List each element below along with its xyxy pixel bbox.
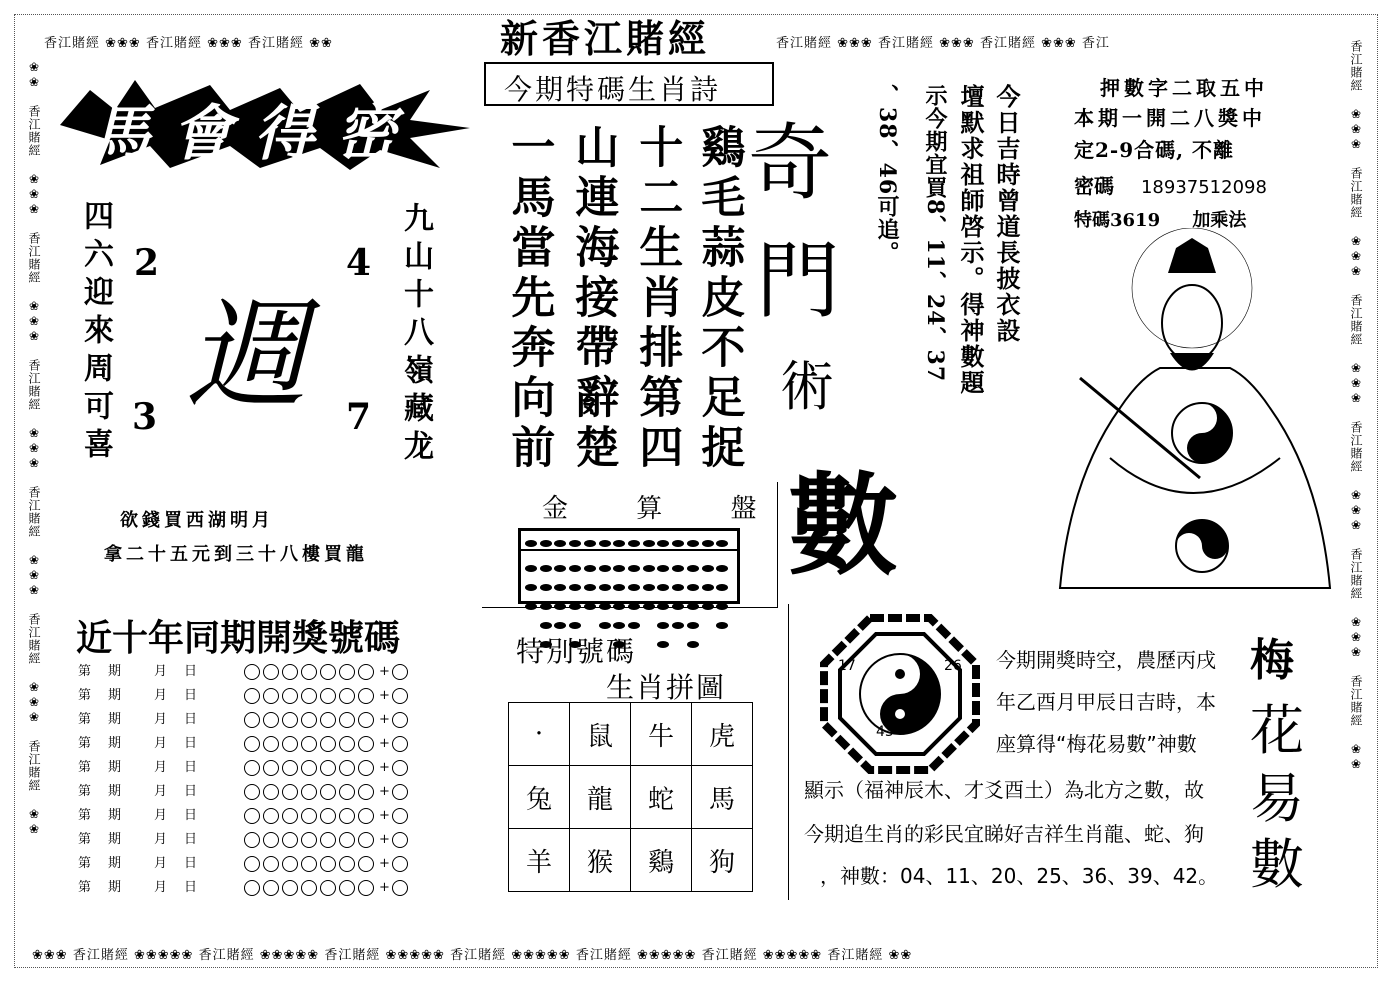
row-label-month: 月 (154, 832, 168, 847)
number-circle (320, 856, 336, 872)
abacus-bead (540, 603, 552, 610)
abacus-bead (672, 622, 684, 629)
row-label-day: 日 (184, 784, 198, 799)
row-label-di: 第 (78, 736, 92, 751)
row-label-month: 月 (154, 880, 168, 895)
abacus-rod (554, 533, 566, 603)
special-number-circle (392, 880, 408, 896)
plus-sign: + (379, 808, 390, 823)
abacus-bead (716, 584, 728, 591)
number-2: 2 (134, 242, 160, 284)
abacus-bead (687, 584, 699, 591)
abacus-rod (628, 533, 640, 603)
number-3: 3 (132, 396, 158, 438)
row-label-day: 日 (184, 688, 198, 703)
poem-column-1: 鷄毛蒜皮不足捉 (693, 124, 745, 474)
row-label-qi: 期 (108, 880, 122, 895)
number-circle (358, 712, 374, 728)
row-label-month: 月 (154, 760, 168, 775)
number-circle (244, 664, 260, 680)
abacus-bead (584, 565, 596, 572)
row-label-day: 日 (184, 760, 198, 775)
abacus-rod (584, 533, 596, 603)
row-label-day: 日 (184, 664, 198, 679)
number-circle (339, 760, 355, 776)
plus-sign: + (379, 856, 390, 871)
number-circle (339, 712, 355, 728)
special-subtitle: 生肖拼圖 (606, 671, 727, 704)
abacus-bead (569, 540, 581, 547)
row-label-day: 日 (184, 808, 198, 823)
plus-sign: + (379, 784, 390, 799)
abacus-bead (657, 603, 669, 610)
poem-column-2: 十二生肖排第四 (631, 124, 683, 474)
abacus-bead (643, 540, 655, 547)
zodiac-cell: 虎 (692, 703, 753, 766)
number-circle (358, 832, 374, 848)
history-title: 近十年同期開獎號碼 (76, 618, 401, 659)
row-label-qi: 期 (108, 808, 122, 823)
history-row (78, 780, 411, 804)
abacus-bead (554, 622, 566, 629)
number-circle (358, 880, 374, 896)
number-circle (301, 712, 317, 728)
row-label-di: 第 (78, 856, 92, 871)
special-number-circle (392, 712, 408, 728)
meihua-title-char-2: 花 (1250, 699, 1304, 762)
abacus-bead (569, 603, 581, 610)
abacus-bead (702, 540, 714, 547)
number-circle (320, 880, 336, 896)
history-row (78, 804, 411, 828)
zodiac-cell: 狗 (692, 829, 753, 892)
number-circle (301, 664, 317, 680)
special-number-circle (392, 856, 408, 872)
row-label-di: 第 (78, 712, 92, 727)
info-line-3: 定2-9合碼, 不離 (1074, 138, 1235, 162)
meihua-line-6: ，神數：04、11、20、25、36、39、42。 (820, 864, 1219, 888)
number-circle (263, 808, 279, 824)
qimen-char-4: 數 (788, 461, 898, 590)
bagua-number-26: 26 (944, 658, 962, 674)
zodiac-cell: 兔 (509, 766, 570, 829)
abacus-bead (702, 565, 714, 572)
history-row (78, 708, 411, 732)
special-number-circle (392, 832, 408, 848)
abacus-rod (643, 533, 655, 603)
number-circle (358, 736, 374, 752)
abacus-bead (599, 622, 611, 629)
abacus-bead (525, 603, 537, 610)
meihua-line-1: 今期開獎時空，農歷丙戌 (996, 648, 1216, 672)
notice-column-3: 示今期宜買8、11、24、37 (922, 84, 948, 383)
left-vertical-verse: 四六迎來周可喜 (78, 200, 113, 466)
row-label-di: 第 (78, 784, 92, 799)
special-number-circle (392, 688, 408, 704)
bagua-number-43: 43 (876, 724, 894, 740)
abacus-bead (613, 584, 625, 591)
abacus-bead (628, 540, 640, 547)
meihua-title-char-4: 數 (1250, 833, 1304, 896)
abacus (518, 528, 740, 604)
abacus-rod (702, 533, 714, 603)
abacus-rod (672, 533, 684, 603)
bagua-diagram (820, 614, 980, 774)
info-line-1: 押數字二取五中 (1100, 76, 1268, 100)
number-circle (244, 880, 260, 896)
row-label-qi: 期 (108, 856, 122, 871)
abacus-bead (628, 622, 640, 629)
phone-number: 18937512098 (1140, 177, 1267, 198)
abacus-bead (569, 584, 581, 591)
number-circle (282, 760, 298, 776)
number-circle (282, 736, 298, 752)
number-circle (282, 688, 298, 704)
row-label-di: 第 (78, 760, 92, 775)
number-circle (282, 832, 298, 848)
row-label-month: 月 (154, 736, 168, 751)
number-circle (339, 856, 355, 872)
number-circle (282, 712, 298, 728)
border-top-left: 香江賭經 ❀❀❀ 香江賭經 ❀❀❀ 香江賭經 ❀❀ (44, 36, 333, 51)
abacus-bead (643, 603, 655, 610)
number-circle (339, 784, 355, 800)
plus-sign: + (379, 760, 390, 775)
number-circle (339, 736, 355, 752)
zodiac-grid (508, 702, 753, 892)
info-line-2: 本期一開二八獎中 (1074, 106, 1266, 130)
number-circle (244, 760, 260, 776)
number-circle (282, 664, 298, 680)
abacus-rod (716, 533, 728, 603)
number-circle (263, 712, 279, 728)
zodiac-cell: 羊 (509, 829, 570, 892)
special-number-circle (392, 664, 408, 680)
number-circle (301, 856, 317, 872)
abacus-bead (672, 540, 684, 547)
row-label-di: 第 (78, 688, 92, 703)
abacus-bead (672, 584, 684, 591)
riddle-line-2: 拿二十五元到三十八樓買龍 (104, 544, 368, 565)
password-label: 密碼 (1074, 174, 1114, 198)
special-number-circle (392, 808, 408, 824)
plus-sign: + (379, 712, 390, 727)
zodiac-cell: 鷄 (631, 829, 692, 892)
row-label-month: 月 (154, 808, 168, 823)
abacus-bead (554, 603, 566, 610)
border-top-right: 香江賭經 ❀❀❀ 香江賭經 ❀❀❀ 香江賭經 ❀❀❀ 香江 (776, 36, 1110, 51)
plus-sign: + (379, 880, 390, 895)
abacus-bead (540, 565, 552, 572)
abacus-bead (657, 641, 669, 648)
abacus-bead (613, 540, 625, 547)
number-circle (320, 832, 336, 848)
zodiac-cell: · (509, 703, 570, 766)
notice-column-2: 壇默求祖師啓示。得神數題 (956, 84, 985, 396)
border-left: ❀❀ 香江賭經 ❀❀❀ 香江賭經 ❀❀❀ 香江賭經 ❀❀❀ 香江賭經 ❀❀❀ 香江賭經 ❀❀❀ 香江賭經 ❀❀ (27, 60, 41, 837)
number-circle (339, 664, 355, 680)
history-row (78, 876, 411, 900)
abacus-bead (584, 584, 596, 591)
number-circle (320, 808, 336, 824)
abacus-bead (687, 603, 699, 610)
abacus-rods (525, 533, 733, 599)
number-circle (282, 784, 298, 800)
deity-illustration (1050, 228, 1336, 594)
abacus-bead (687, 565, 699, 572)
row-label-month: 月 (154, 712, 168, 727)
zodiac-cell: 龍 (570, 766, 631, 829)
number-circle (358, 688, 374, 704)
number-circle (301, 808, 317, 824)
number-circle (358, 808, 374, 824)
abacus-bead (716, 565, 728, 572)
history-row (78, 828, 411, 852)
history-row (78, 732, 411, 756)
abacus-bead (525, 540, 537, 547)
right-vertical-verse: 九山十八嶺藏龙 (398, 202, 433, 468)
meihua-title-char-1: 梅 (1250, 635, 1294, 686)
abacus-rod (525, 533, 537, 603)
abacus-bead (716, 603, 728, 610)
row-label-qi: 期 (108, 760, 122, 775)
meihua-title-char-3: 易 (1250, 767, 1304, 830)
abacus-label: 金 算 盤 (542, 494, 787, 524)
row-label-day: 日 (184, 832, 198, 847)
number-circle (244, 832, 260, 848)
abacus-bead (643, 565, 655, 572)
info-line-5: 特碼3619 加乘法 (1074, 210, 1247, 231)
number-circle (301, 688, 317, 704)
abacus-bead (628, 603, 640, 610)
number-circle (301, 880, 317, 896)
number-circle (282, 856, 298, 872)
special-number-circle (392, 760, 408, 776)
plus-sign: + (379, 832, 390, 847)
poem-title: 今期特碼生肖詩 (504, 73, 722, 106)
special-title: 特別號碼 (516, 635, 637, 668)
row-label-day: 日 (184, 856, 198, 871)
abacus-bead (628, 565, 640, 572)
abacus-bead (599, 584, 611, 591)
info-line-4 (1074, 170, 1267, 199)
abacus-rod (540, 533, 552, 603)
abacus-rod (657, 533, 669, 603)
abacus-bead (599, 565, 611, 572)
border-bottom: ❀❀❀ 香江賭經 ❀❀❀❀❀ 香江賭經 ❀❀❀❀❀ 香江賭經 ❀❀❀❀❀ 香江賭經 ❀❀❀❀❀ 香江賭經 ❀❀❀❀❀ 香江賭經 ❀❀❀❀❀ 香江賭經 ❀❀ (32, 948, 913, 963)
abacus-bead (657, 584, 669, 591)
row-label-di: 第 (78, 808, 92, 823)
row-label-month: 月 (154, 664, 168, 679)
number-circle (263, 736, 279, 752)
zodiac-cell: 馬 (692, 766, 753, 829)
number-circle (320, 784, 336, 800)
meihua-line-5: 今期追生肖的彩民宜睇好吉祥生肖龍、蛇、狗 (804, 822, 1204, 846)
row-label-month: 月 (154, 856, 168, 871)
abacus-bead (540, 540, 552, 547)
abacus-bead (687, 540, 699, 547)
row-label-qi: 期 (108, 784, 122, 799)
number-circle (320, 664, 336, 680)
abacus-bead (540, 584, 552, 591)
plus-sign: + (379, 664, 390, 679)
abacus-bead (716, 622, 728, 629)
abacus-bead (584, 603, 596, 610)
number-circle (282, 880, 298, 896)
abacus-rod (569, 533, 581, 603)
abacus-bead (554, 584, 566, 591)
number-circle (263, 688, 279, 704)
number-circle (263, 760, 279, 776)
qimen-char-2: 門 (756, 232, 841, 330)
notice-column-4: 、38、46可追。 (874, 84, 900, 265)
number-4: 4 (346, 242, 372, 284)
section-divider-vertical (788, 604, 789, 900)
abacus-bead (613, 565, 625, 572)
row-label-di: 第 (78, 664, 92, 679)
zodiac-cell: 蛇 (631, 766, 692, 829)
number-circle (339, 880, 355, 896)
abacus-bead (657, 540, 669, 547)
number-circle (263, 856, 279, 872)
abacus-bead (657, 565, 669, 572)
number-circle (339, 808, 355, 824)
abacus-rod (599, 533, 611, 603)
meihua-line-4: 顯示（福神辰木、才爻酉土）為北方之數，故 (804, 778, 1204, 802)
number-circle (263, 664, 279, 680)
plus-sign: + (379, 736, 390, 751)
number-circle (244, 688, 260, 704)
number-circle (358, 760, 374, 776)
abacus-bead (525, 584, 537, 591)
number-7: 7 (346, 396, 372, 438)
abacus-bead (554, 565, 566, 572)
number-circle (244, 784, 260, 800)
banner-text: 馬會得密 (90, 99, 418, 169)
abacus-rod (613, 533, 625, 603)
number-circle (339, 832, 355, 848)
number-circle (320, 688, 336, 704)
abacus-bead (672, 565, 684, 572)
abacus-bead (672, 603, 684, 610)
abacus-bead (716, 540, 728, 547)
number-circle (320, 736, 336, 752)
poem-column-4: 一馬當先奔向前 (503, 124, 555, 474)
riddle-line-1: 欲錢買西湖明月 (120, 510, 274, 531)
qimen-char-1: 奇 (748, 114, 833, 212)
number-circle (244, 712, 260, 728)
abacus-bead (702, 603, 714, 610)
center-calligraphy: 週 (186, 287, 306, 426)
number-circle (263, 832, 279, 848)
abacus-bead (569, 622, 581, 629)
history-row (78, 852, 411, 876)
abacus-bead (584, 540, 596, 547)
number-circle (282, 808, 298, 824)
abacus-bead (599, 603, 611, 610)
meihua-line-3: 座算得“梅花易數”神數 (996, 732, 1197, 756)
history-row (78, 660, 411, 684)
poem-title-box (484, 62, 774, 106)
number-circle (358, 856, 374, 872)
row-label-qi: 期 (108, 736, 122, 751)
number-circle (301, 784, 317, 800)
number-circle (301, 736, 317, 752)
abacus-bead (657, 622, 669, 629)
row-label-qi: 期 (108, 712, 122, 727)
special-number-circle (392, 784, 408, 800)
abacus-bead (613, 603, 625, 610)
number-circle (320, 760, 336, 776)
zodiac-cell: 猴 (570, 829, 631, 892)
number-circle (244, 856, 260, 872)
abacus-bead (613, 622, 625, 629)
number-circle (244, 736, 260, 752)
number-circle (301, 832, 317, 848)
history-row (78, 684, 411, 708)
row-label-di: 第 (78, 880, 92, 895)
number-circle (320, 712, 336, 728)
row-label-month: 月 (154, 688, 168, 703)
row-label-di: 第 (78, 832, 92, 847)
qimen-char-3: 術 (780, 355, 834, 418)
row-label-qi: 期 (108, 664, 122, 679)
abacus-bead (687, 641, 699, 648)
number-circle (263, 784, 279, 800)
row-label-month: 月 (154, 784, 168, 799)
row-label-qi: 期 (108, 688, 122, 703)
zodiac-cell: 鼠 (570, 703, 631, 766)
abacus-rod (687, 533, 699, 603)
bagua-number-17: 17 (838, 658, 856, 674)
row-label-day: 日 (184, 736, 198, 751)
number-circle (358, 664, 374, 680)
plus-sign: + (379, 688, 390, 703)
border-right: 香江賭經 ❀❀❀ 香江賭經 ❀❀❀ 香江賭經 ❀❀❀ 香江賭經 ❀❀❀ 香江賭經 ❀❀❀ 香江賭經 ❀❀ (1349, 40, 1363, 772)
special-number-circle (392, 736, 408, 752)
masthead-title: 新香江賭經 (500, 16, 711, 61)
poem-column-3: 山連海接帶辭楚 (567, 124, 619, 474)
abacus-bead (702, 584, 714, 591)
abacus-bead (554, 540, 566, 547)
abacus-bead (643, 584, 655, 591)
abacus-bead (687, 622, 699, 629)
abacus-bead (525, 565, 537, 572)
abacus-bead (599, 540, 611, 547)
row-label-qi: 期 (108, 832, 122, 847)
abacus-bead (569, 565, 581, 572)
history-row (78, 756, 411, 780)
meihua-line-2: 年乙酉月甲辰日吉時，本 (996, 690, 1216, 714)
number-circle (358, 784, 374, 800)
notice-column-1: 今日吉時曾道長披衣設 (992, 84, 1021, 344)
number-circle (339, 688, 355, 704)
number-circle (301, 760, 317, 776)
abacus-bead (540, 622, 552, 629)
zodiac-cell: 牛 (631, 703, 692, 766)
number-circle (244, 808, 260, 824)
row-label-day: 日 (184, 880, 198, 895)
abacus-bead (628, 584, 640, 591)
row-label-day: 日 (184, 712, 198, 727)
number-circle (263, 880, 279, 896)
